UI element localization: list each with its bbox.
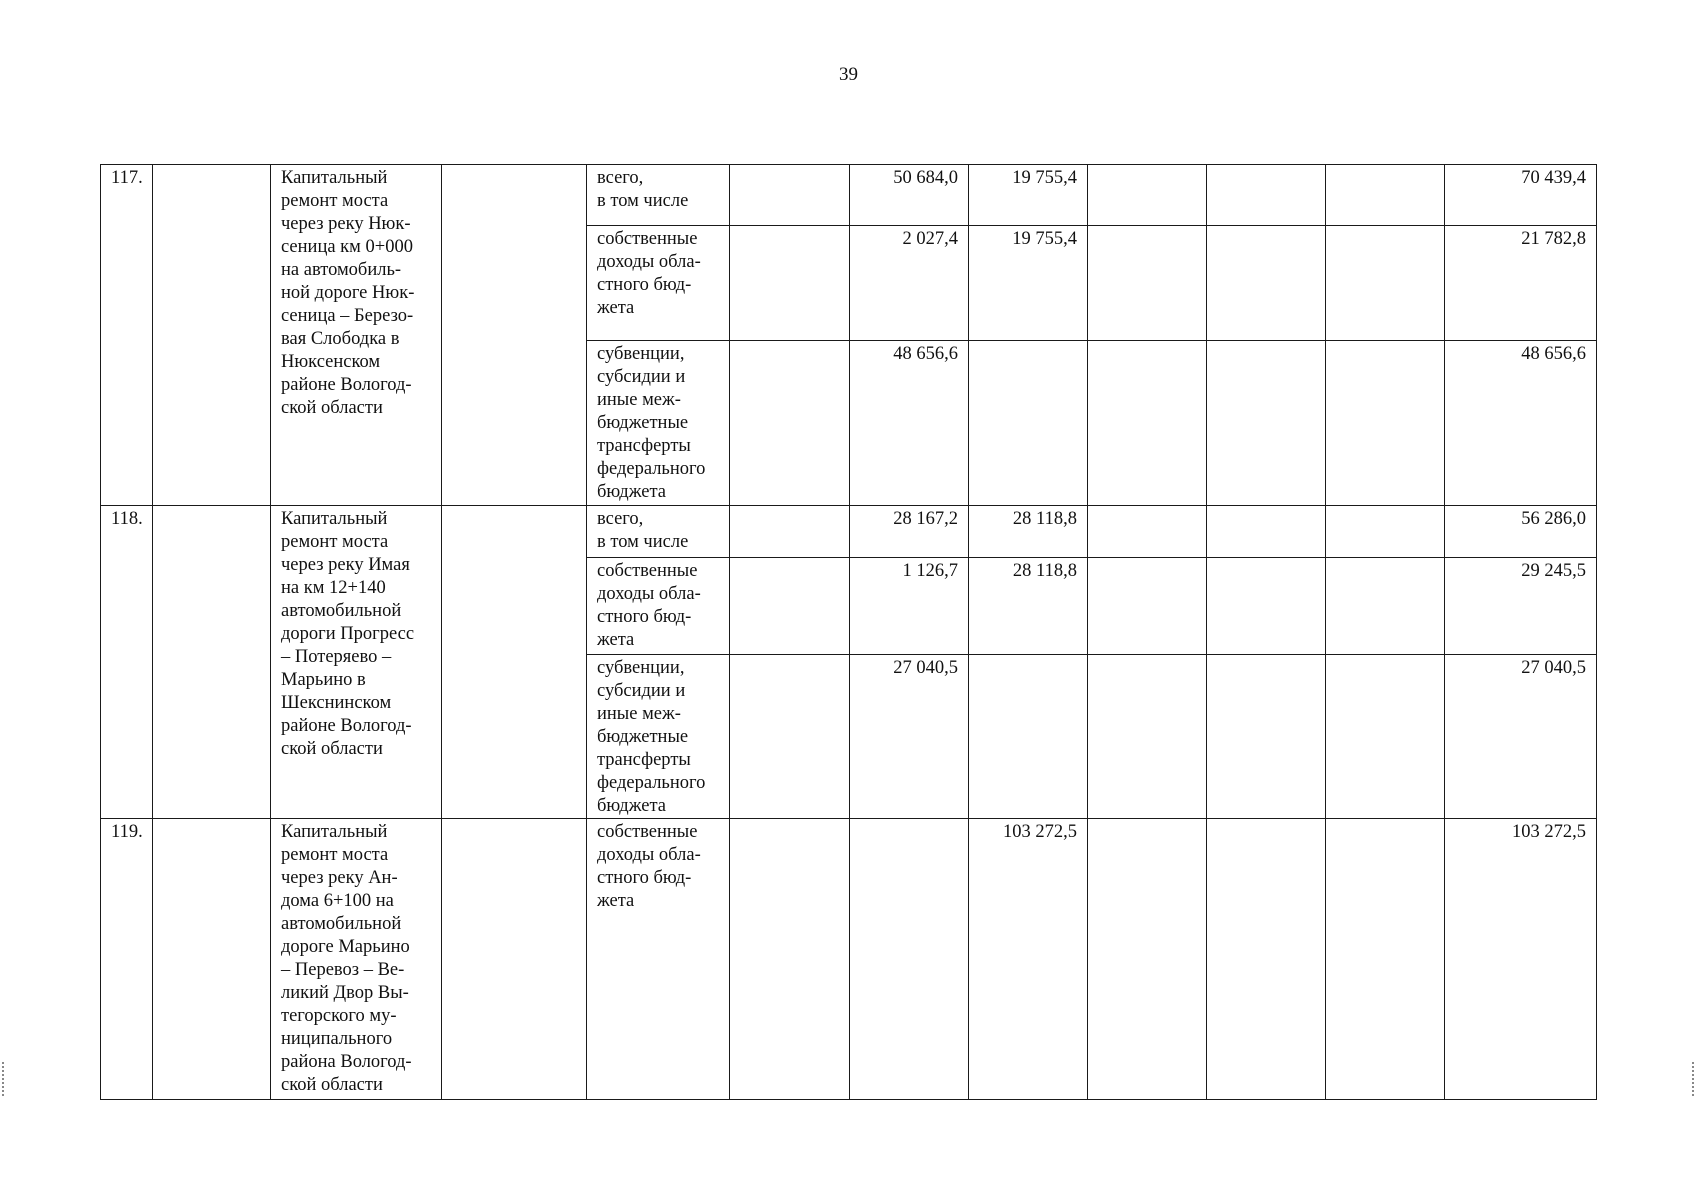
table-row: [101, 165, 1597, 226]
empty-cell: [153, 819, 271, 1100]
empty-cell: [1326, 226, 1445, 341]
empty-cell: [730, 226, 850, 341]
empty-cell: [1088, 226, 1207, 341]
total-cell: 56 286,0: [1445, 506, 1597, 558]
empty-cell: [153, 165, 271, 506]
empty-cell: [730, 558, 850, 655]
funding-source: субвенции, субсидии и иные меж- бюджетные трансферты федерального бюджета: [587, 655, 730, 819]
empty-cell: [1326, 655, 1445, 819]
funding-source: всего, в том числе: [587, 506, 730, 558]
empty-cell: [1207, 819, 1326, 1100]
total-cell: 27 040,5: [1445, 655, 1597, 819]
value-cell: 48 656,6: [850, 341, 969, 506]
empty-cell: [1088, 341, 1207, 506]
funding-source: всего, в том числе: [587, 165, 730, 226]
empty-cell: [1326, 819, 1445, 1100]
empty-cell: [730, 506, 850, 558]
value-cell: 2 027,4: [850, 226, 969, 341]
value-cell: 28 167,2: [850, 506, 969, 558]
total-cell: 29 245,5: [1445, 558, 1597, 655]
value-cell: [850, 819, 969, 1100]
empty-cell: [1207, 558, 1326, 655]
table-row: [101, 819, 1597, 1100]
value-cell: [969, 655, 1088, 819]
value-cell: 19 755,4: [969, 226, 1088, 341]
scan-edge-mark-right: [1692, 1062, 1696, 1096]
total-cell: 48 656,6: [1445, 341, 1597, 506]
empty-cell: [1088, 819, 1207, 1100]
empty-cell: [1207, 655, 1326, 819]
empty-cell: [730, 655, 850, 819]
total-cell: 70 439,4: [1445, 165, 1597, 226]
row-number: 118.: [101, 506, 153, 819]
value-cell: [969, 341, 1088, 506]
funding-source: собственные доходы обла- стного бюд- жета: [587, 226, 730, 341]
empty-cell: [1088, 558, 1207, 655]
object-name: Капитальный ремонт моста через реку Нюк- сеница км 0+000 на автомобиль- ной дороге Нюк- сеница – Березо- вая Слободка в Нюксенском районе Вологод- ской области: [271, 165, 442, 506]
empty-cell: [442, 819, 587, 1100]
empty-cell: [730, 819, 850, 1100]
value-cell: 1 126,7: [850, 558, 969, 655]
value-cell: 19 755,4: [969, 165, 1088, 226]
funding-source: субвенции, субсидии и иные меж- бюджетные трансферты федерального бюджета: [587, 341, 730, 506]
empty-cell: [1326, 558, 1445, 655]
empty-cell: [153, 506, 271, 819]
empty-cell: [442, 506, 587, 819]
empty-cell: [1207, 165, 1326, 226]
empty-cell: [442, 165, 587, 506]
empty-cell: [1207, 341, 1326, 506]
value-cell: 28 118,8: [969, 558, 1088, 655]
value-cell: 27 040,5: [850, 655, 969, 819]
empty-cell: [1326, 341, 1445, 506]
value-cell: 28 118,8: [969, 506, 1088, 558]
value-cell: 50 684,0: [850, 165, 969, 226]
empty-cell: [1207, 226, 1326, 341]
empty-cell: [1207, 506, 1326, 558]
empty-cell: [730, 165, 850, 226]
empty-cell: [1088, 655, 1207, 819]
empty-cell: [1088, 506, 1207, 558]
empty-cell: [1088, 165, 1207, 226]
row-number: 117.: [101, 165, 153, 506]
table-row: [101, 506, 1597, 558]
scan-edge-mark-left: [2, 1062, 6, 1096]
row-number: 119.: [101, 819, 153, 1100]
empty-cell: [730, 341, 850, 506]
value-cell: 103 272,5: [969, 819, 1088, 1100]
funding-source: собственные доходы обла- стного бюд- жета: [587, 558, 730, 655]
budget-table: [100, 164, 1597, 1100]
object-name: Капитальный ремонт моста через реку Имая на км 12+140 автомобильной дороги Прогресс – Потеряево – Марьино в Шекснинском районе Вологод- ской области: [271, 506, 442, 819]
empty-cell: [1326, 506, 1445, 558]
total-cell: 21 782,8: [1445, 226, 1597, 341]
total-cell: 103 272,5: [1445, 819, 1597, 1100]
funding-source: собственные доходы обла- стного бюд- жета: [587, 819, 730, 1100]
empty-cell: [1326, 165, 1445, 226]
page-number: 39: [839, 64, 858, 85]
object-name: Капитальный ремонт моста через реку Ан- дома 6+100 на автомобильной дороге Марьино – Перевоз – Ве- ликий Двор Вы- тегорского му- ниципального района Вологод- ской области: [271, 819, 442, 1100]
